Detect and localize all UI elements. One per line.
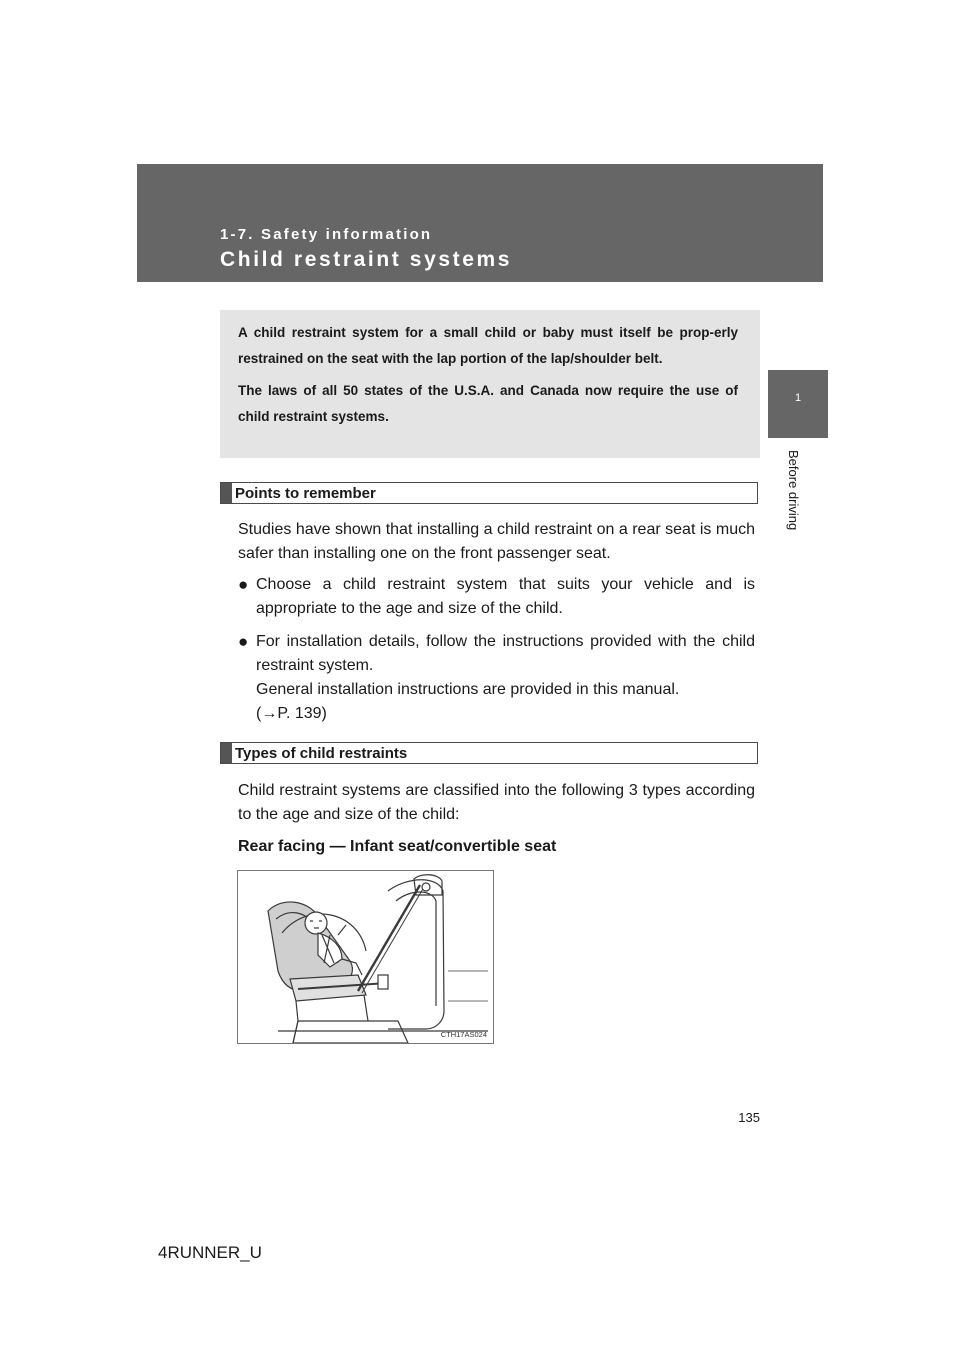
page-title: Child restraint systems	[220, 248, 513, 271]
points-paragraph: Studies have shown that installing a child restraint on a rear seat is much safer than installing one on the front passenger seat.	[238, 521, 755, 562]
intro-box	[220, 310, 760, 458]
rear-facing-subheading: Rear facing — Infant seat/convertible seat	[238, 838, 557, 855]
heading-text: Types of child restraints	[235, 745, 408, 762]
intro-paragraph: A child restraint system for a small child or baby must itself be prop-erly restrained on the seat with the lap portion of the lap/shoulder belt.	[238, 325, 738, 366]
bullet-note: General installation instructions are provided in this manual.	[256, 681, 680, 698]
page-number: 135	[738, 1110, 760, 1125]
intro-paragraph: The laws of all 50 states of the U.S.A. and Canada now require the use of child restraint systems.	[238, 383, 738, 424]
footer-model: 4RUNNER_U	[158, 1243, 262, 1262]
chapter-tab	[768, 370, 828, 438]
figure-code: CTH17AS024	[440, 1030, 487, 1039]
page-reference-link[interactable]: (→P. 139)	[256, 705, 327, 722]
types-paragraph: Child restraint systems are classified into the following 3 types according to the age and size of the child:	[238, 782, 755, 823]
bullet-item	[238, 630, 755, 726]
heading-text: Points to remember	[235, 485, 376, 502]
bullet-text: For installation details, follow the instructions provided with the child restraint system.	[256, 633, 755, 674]
section-label: 1-7. Safety information	[220, 226, 433, 243]
bullet-item	[238, 573, 755, 621]
chapter-name: Before driving	[786, 450, 801, 531]
infant-seat-figure	[237, 870, 494, 1044]
bullet-dot-icon: ●	[238, 575, 249, 594]
heading-points-to-remember	[220, 482, 758, 504]
chapter-number: 1	[794, 392, 802, 404]
bullet-dot-icon: ●	[238, 632, 249, 651]
bullet-text: Choose a child restraint system that suits your vehicle and is appropriate to the age and size of the child.	[256, 576, 755, 617]
infant-seat-illustration-icon	[238, 871, 494, 1044]
heading-types-of-child-restraints	[220, 742, 758, 764]
